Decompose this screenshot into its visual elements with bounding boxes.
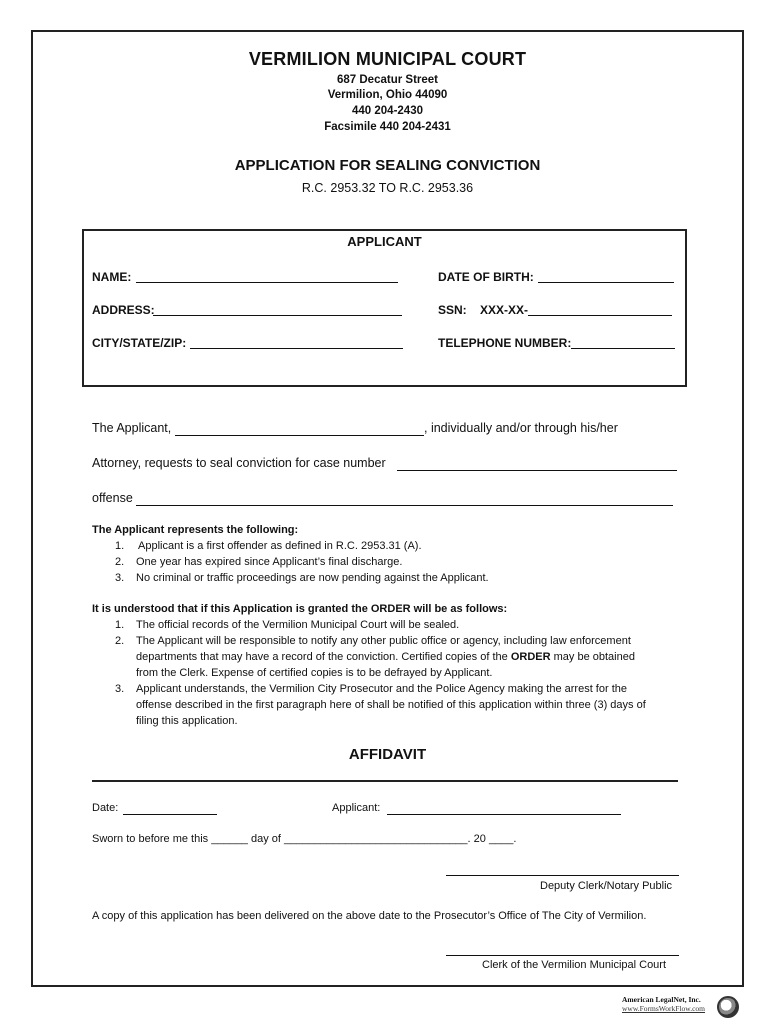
court-city: Vermilion, Ohio 44090 [327,89,448,101]
court-fax: Facsimile 440 204-2431 [324,121,451,133]
address-field[interactable] [153,315,402,316]
city-state-zip-label: CITY/STATE/ZIP: [92,336,187,350]
order-item-3-line3: filing this application. [136,715,238,727]
date-label: Date: [92,802,119,814]
footer-url[interactable]: www.FormsWorkFlow.com [622,1004,706,1013]
request-line2: Attorney, requests to seal conviction for case number [92,456,386,470]
date-field[interactable] [123,814,217,815]
order-item-3-line1: Applicant understands, the Vermilion City Prosecutor and the Police Agency making the arrest for the [136,683,627,695]
order-item-num: 3. [115,683,125,695]
name-label: NAME: [92,270,132,284]
dob-field[interactable] [538,282,674,283]
deputy-clerk-label: Deputy Clerk/Notary Public [540,880,673,892]
offense-blank[interactable] [136,505,673,506]
affidavit-divider [92,780,678,782]
represents-item: No criminal or traffic proceedings are now pending against the Applicant. [136,572,489,584]
represents-item: One year has expired since Applicant’s final discharge. [136,556,403,568]
applicant-heading: APPLICANT [347,234,422,249]
request-line3: offense [92,491,133,505]
form-title: APPLICATION FOR SEALING CONVICTION [234,157,541,174]
city-state-zip-field[interactable] [190,348,403,349]
represents-item-num: 1. [115,540,125,552]
order-item-num: 2. [115,635,125,647]
order-keyword: ORDER [510,651,551,663]
ssn-label: SSN: [438,303,467,317]
ssn-prefix: XXX-XX- [480,303,529,317]
name-field[interactable] [136,282,398,283]
court-name: VERMILION MUNICIPAL COURT [248,49,527,69]
applicant-name-blank[interactable] [175,435,424,436]
clerk-label: Clerk of the Vermilion Municipal Court [482,959,667,971]
order-item-2-line1: The Applicant will be responsible to notify any other public office or agency, including law enforcement [136,635,631,647]
telephone-label: TELEPHONE NUMBER: [438,336,572,350]
seal-icon [717,996,739,1018]
ssn-field[interactable] [528,315,672,316]
represents-item: Applicant is a first offender as defined in R.C. 2953.31 (A). [138,540,422,552]
order-item-2-line3: from the Clerk. Expense of certified copies is to be defrayed by Applicant. [136,667,493,679]
order-item-2-line2 [136,651,635,663]
copy-statement: A copy of this application has been delivered on the above date to the Prosecutor’s Office of The City of Vermilion. [92,910,647,922]
order-item-1: The official records of the Vermilion Municipal Court will be sealed. [136,619,460,631]
case-number-blank[interactable] [397,470,677,471]
clerk-signature-line[interactable] [446,955,679,956]
dob-label: DATE OF BIRTH: [438,270,534,284]
court-phone: 440 204-2430 [352,105,423,117]
court-street: 687 Decatur Street [337,74,438,86]
order-item-num: 1. [115,619,125,631]
order-heading: It is understood that if this Application is granted the ORDER will be as follows: [92,603,508,615]
represents-item-num: 3. [115,572,125,584]
statute-reference: R.C. 2953.32 TO R.C. 2953.36 [301,181,474,195]
order-item-3-line2: offense described in the first paragraph here of shall be notified of this application within three (3) days of [136,699,646,711]
represents-item-num: 2. [115,556,125,568]
sworn-statement: Sworn to before me this ______ day of ______________________________. 20 ____. [92,833,517,845]
affidavit-heading: AFFIDAVIT [348,746,427,763]
applicant-signature-field[interactable] [387,814,621,815]
footer-brand: American LegalNet, Inc. [622,995,701,1004]
applicant-signature-label: Applicant: [332,802,381,814]
deputy-signature-line[interactable] [446,875,679,876]
address-label: ADDRESS: [92,303,155,317]
request-line1-start: The Applicant, [92,421,172,435]
telephone-field[interactable] [571,348,675,349]
represents-heading: The Applicant represents the following: [92,524,299,536]
order-item-2-text: may be obtained [553,651,635,663]
order-item-2-text: departments that may have a record of the conviction. Certified copies of the [136,651,508,663]
request-line1-end: , individually and/or through his/her [424,421,618,435]
applicant-box [82,229,687,387]
